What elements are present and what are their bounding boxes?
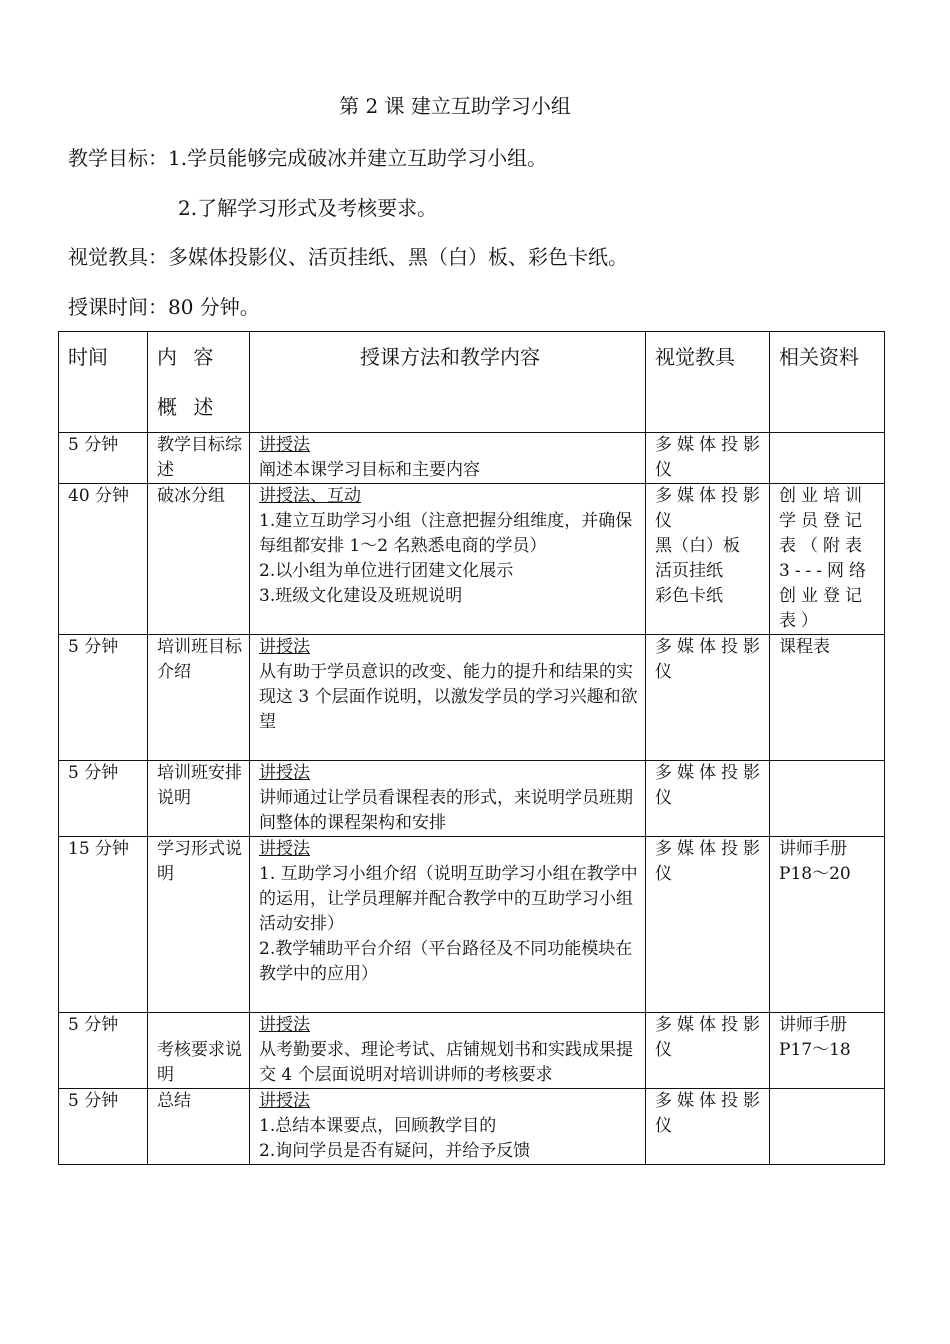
row-content — [250, 635, 646, 761]
row-aids — [646, 484, 770, 635]
table-row — [59, 1013, 885, 1089]
row-time: 5 分钟 — [59, 761, 148, 837]
row-time: 5 分钟 — [59, 1013, 148, 1089]
aid-item: 多媒体投影仪 — [655, 435, 765, 480]
header-time: 时间 — [59, 332, 148, 433]
row-refs: 讲师手册 P18～20 — [770, 837, 885, 1013]
content-line: 讲师通过让学员看课程表的形式，来说明学员班期间整体的课程架构和安排 — [259, 788, 633, 833]
aid-item: 活页挂纸 — [655, 561, 723, 581]
row-content — [250, 1013, 646, 1089]
row-time: 5 分钟 — [59, 433, 148, 484]
row-time: 5 分钟 — [59, 635, 148, 761]
table-header-row — [59, 332, 885, 433]
aid-item: 多媒体投影仪 — [655, 486, 765, 531]
row-refs — [770, 1089, 885, 1165]
row-aids — [646, 1013, 770, 1089]
row-summary: 培训班安排说明 — [148, 761, 250, 837]
content-line: 1.建立互助学习小组（注意把握分组维度，并确保每组都安排 1～2 名熟悉电商的学员） — [259, 511, 633, 556]
table-row — [59, 433, 885, 484]
objective-label: 教学目标： — [68, 146, 168, 170]
content-line: 2.以小组为单位进行团建文化展示 — [259, 561, 514, 581]
aid-item: 彩色卡纸 — [655, 586, 723, 606]
row-content — [250, 1089, 646, 1165]
content-line: 3.班级文化建设及班规说明 — [259, 586, 463, 606]
row-content — [250, 761, 646, 837]
row-time: 15 分钟 — [59, 837, 148, 1013]
method-label: 讲授法 — [259, 763, 310, 783]
header-refs: 相关资料 — [770, 332, 885, 433]
row-refs: 课程表 — [770, 635, 885, 761]
row-refs — [770, 433, 885, 484]
aid-item: 多媒体投影仪 — [655, 839, 765, 884]
row-content — [250, 433, 646, 484]
row-summary: 总结 — [148, 1089, 250, 1165]
duration-line: 授课时间：80 分钟。 — [68, 295, 260, 319]
row-summary: 教学目标综述 — [148, 433, 250, 484]
row-aids — [646, 837, 770, 1013]
row-summary: 培训班目标介绍 — [148, 635, 250, 761]
content-line: 2.询问学员是否有疑问，并给予反馈 — [259, 1141, 531, 1161]
aid-item: 黑（白）板 — [655, 536, 740, 556]
table-row — [59, 837, 885, 1013]
row-aids — [646, 1089, 770, 1165]
lesson-title: 第 2 课 建立互助学习小组 — [339, 94, 571, 118]
row-time: 40 分钟 — [59, 484, 148, 635]
method-label: 讲授法 — [259, 839, 310, 859]
aid-item: 多媒体投影仪 — [655, 1015, 765, 1060]
content-line: 从考勤要求、理论考试、店铺规划书和实践成果提交 4 个层面说明对培训讲师的考核要求 — [259, 1040, 633, 1085]
row-refs — [770, 761, 885, 837]
aid-item: 多媒体投影仪 — [655, 637, 765, 682]
row-aids — [646, 761, 770, 837]
table-row — [59, 635, 885, 761]
row-summary: 考核要求说明 — [148, 1013, 250, 1089]
method-label: 讲授法 — [259, 1091, 310, 1111]
method-label: 讲授法 — [259, 1015, 310, 1035]
content-line: 2.教学辅助平台介绍（平台路径及不同功能模块在教学中的应用） — [259, 939, 633, 984]
table-row — [59, 761, 885, 837]
row-content — [250, 837, 646, 1013]
table-row — [59, 484, 885, 635]
method-label: 讲授法、互动 — [259, 486, 361, 506]
aid-item: 多媒体投影仪 — [655, 1091, 765, 1136]
row-summary: 破冰分组 — [148, 484, 250, 635]
visual-aids-line: 视觉教具：多媒体投影仪、活页挂纸、黑（白）板、彩色卡纸。 — [68, 245, 628, 269]
method-label: 讲授法 — [259, 637, 310, 657]
header-aids: 视觉教具 — [646, 332, 770, 433]
header-method: 授课方法和教学内容 — [250, 332, 646, 433]
row-content — [250, 484, 646, 635]
header-summary: 内 容 概 述 — [148, 332, 250, 433]
row-aids — [646, 433, 770, 484]
lesson-plan-table — [58, 331, 885, 1165]
content-line: 1.总结本课要点，回顾教学目的 — [259, 1116, 497, 1136]
aid-item: 多媒体投影仪 — [655, 763, 765, 808]
table-row — [59, 1089, 885, 1165]
content-line: 从有助于学员意识的改变、能力的提升和结果的实现这 3 个层面作说明，以激发学员的学习兴趣和欲望 — [259, 662, 638, 732]
row-refs: 创业培训学员登记表（附表3---网络创业登记表） — [770, 484, 885, 635]
objective-line-1 — [68, 142, 547, 171]
content-line: 1. 互助学习小组介绍（说明互助学习小组在教学中的运用，让学员理解并配合教学中的互助学习小组活动安排） — [259, 864, 638, 934]
row-time: 5 分钟 — [59, 1089, 148, 1165]
row-aids — [646, 635, 770, 761]
objective-item-1: 1.学员能够完成破冰并建立互助学习小组。 — [168, 146, 548, 170]
objective-item-2: 2.了解学习形式及考核要求。 — [178, 196, 438, 220]
method-label: 讲授法 — [259, 435, 310, 455]
row-summary: 学习形式说明 — [148, 837, 250, 1013]
row-refs: 讲师手册 P17～18 — [770, 1013, 885, 1089]
content-line: 阐述本课学习目标和主要内容 — [259, 460, 480, 480]
